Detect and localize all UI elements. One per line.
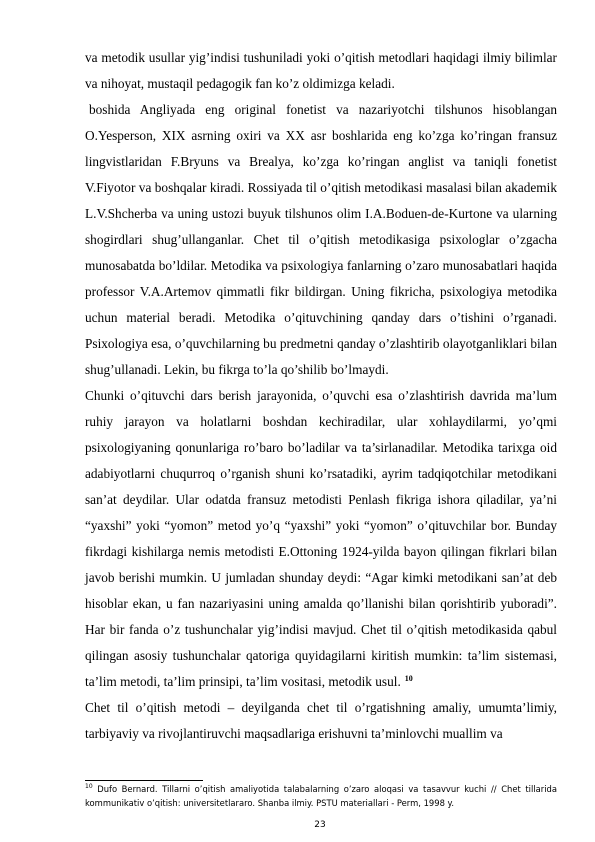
page-number: 23 xyxy=(314,820,326,830)
paragraph-4: Chet til o’qitish metodi – deyilganda chet til o’rgatishning amaliy, umumta’limiy, tarbiyaviy va rivojlantiruvchi maqsadlariga erishuvni ta’minlovchi muallim va xyxy=(85,700,557,741)
body-text xyxy=(85,45,557,747)
footnote-mark: 10 xyxy=(85,783,93,791)
paragraph-1: va metodik usullar yig’indisi tushuniladi yoki o’qitish metodlari haqidagi ilmiy bilimlar va nihoyat, mustaqil pedagogik fan ko’z oldimizga keladi. xyxy=(85,50,557,91)
paragraph-2: boshida Angliyada eng original fonetist va nazariyotchi tilshunos hisoblangan O.Yesperson, XIX asrning oxiri va XX asr boshlarida eng ko’zga ko’ringan fransuz lingvistlaridan F.Bryuns va Brealya, ko’zga ko’ringan anglist va taniqli fonetist V.Fiyotor va boshqalar kiradi. Rossiyada til o’qitish metodikasi masalasi bilan akademik L.V.Shcherba va uning ustozi buyuk tilshunos olim I.A.Boduen-de-Kurtone va ularning shogirdlari shug’ullanganlar. Chet til o’qitish metodikasiga psixologlar o’zgacha munosabatda bo’ldilar. Metodika va psixologiya fanlarning o’zaro munosabatlari haqida professor V.A.Artemov qimmatli fikr bildirgan. Uning fikricha, psixologiya metodika uchun material beradi. Metodika o’qituvchining qanday dars o’tishini o’rganadi. Psixologiya esa, o’quvchilarning bu predmetni qanday o’zlashtirib olayotganliklari bilan shug’ullanadi. Lekin, bu fikrga to’la qo’shilib bo’lmaydi. xyxy=(85,102,557,377)
footnote xyxy=(85,782,557,810)
paragraph-3 xyxy=(85,383,557,695)
footnote-separator xyxy=(85,780,203,781)
paragraph-3-text: Chunki o’qituvchi dars berish jarayonida, o’quvchi esa o’zlashtirish davrida ma’lum ruhiy jarayon va holatlarni boshdan kechiradilar, ular xohlaydilarmi, yo’qmi psixologiyaning qonunlariga ro’baro bo’ladilar va ta’sirlanadilar. Metodika tarixga oid adabiyotlarni chuqurroq o’rganish shuni ko’rsatadiki, ayrim tadqiqotchilar metodikani san’at deydilar. Ular odatda fransuz metodisti Penlash fikriga ishora qiladilar, ya’ni “yaxshi” yoki “yomon” metod yo’q “yaxshi” yoki “yomon” o’qituvchilar bor. Bunday fikrdagi kishilarga nemis metodisti E.Ottoning 1924-yilda bayon qilingan fikrlari bilan javob berishi mumkin. U jumladan shunday deydi: “Agar kimki metodikani san’at deb hisoblar ekan, u fan nazariyasini uning amalda qo’llanishi bilan qorishtirib yuboradi”. Har bir fanda o’z tushunchalar yig’indisi mavjud. Chet til o’qitish metodikasida qabul qilingan asosiy tushunchalar qatoriga quyidagilarni kiritish mumkin: ta’lim sistemasi, ta’lim metodi, ta’lim prinsipi, ta’lim vositasi, metodik usul. xyxy=(85,388,557,689)
footnote-text: Dufo Bernard. Tillarni o’qitish amaliyotida talabalarning o’zaro aloqasi va tasavvur kuchi // Chet tillarida kommunikativ o’qitish: universitetlararo. Shanba ilmiy. PSTU materiallari - Perm, 1998 y. xyxy=(85,784,557,808)
footnote-reference[interactable]: 10 xyxy=(404,673,413,683)
